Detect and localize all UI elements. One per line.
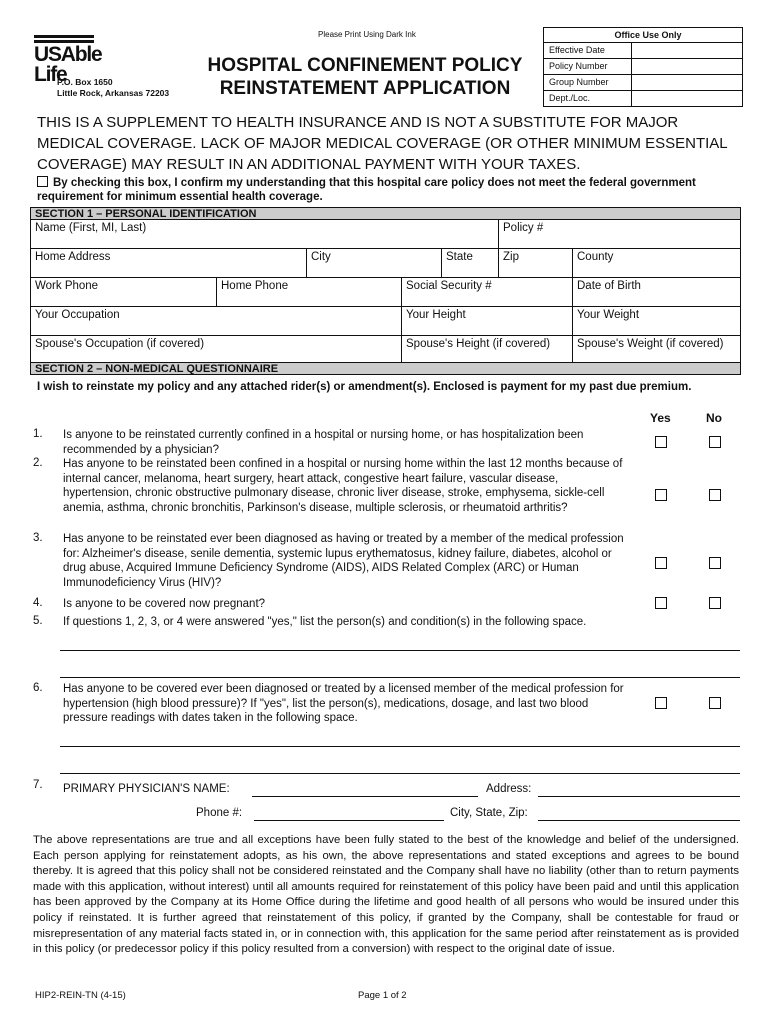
grid-row-occupation <box>31 307 740 336</box>
section-2-heading: SECTION 2 – NON-MEDICAL QUESTIONNAIRE <box>30 362 741 375</box>
county-field[interactable]: County <box>572 249 740 277</box>
title-line-1: HOSPITAL CONFINEMENT POLICY <box>207 55 523 76</box>
form-title <box>190 54 540 100</box>
no-column-label: No <box>706 411 722 425</box>
grid-row-address <box>31 249 740 278</box>
dob-field[interactable]: Date of Birth <box>572 278 740 306</box>
form-code: HIP2-REIN-TN (4-15) <box>35 990 126 1001</box>
section-1-heading: SECTION 1 – PERSONAL IDENTIFICATION <box>30 207 741 220</box>
address-line-1: P.O. Box 1650 <box>57 77 113 87</box>
q1-yes-checkbox[interactable] <box>655 436 667 448</box>
question-1-text: Is anyone to be reinstated currently confined in a hospital or nursing home, or has hospitalization been recommended by a physician? <box>63 429 584 456</box>
q6-answer-line-1[interactable] <box>60 746 740 747</box>
occupation-field[interactable]: Your Occupation <box>35 309 120 321</box>
ssn-field[interactable]: Social Security # <box>401 278 572 306</box>
q1-no-checkbox[interactable] <box>709 436 721 448</box>
supplement-warning: THIS IS A SUPPLEMENT TO HEALTH INSURANCE AND IS NOT A SUBSTITUTE FOR MAJOR MEDICAL COVERAGE. LACK OF MAJOR MEDICAL COVERAGE (OR OTHER MINIMUM ESSENTIAL COVERAGE) MAY RESULT IN AN ADDITIONAL PAYMENT WITH YOUR TAXES. <box>37 114 728 173</box>
spouse-height-field[interactable]: Spouse's Height (if covered) <box>401 336 572 364</box>
company-address <box>57 77 169 99</box>
physician-address-label: Address: <box>486 783 532 795</box>
office-use-box <box>543 27 743 107</box>
name-field[interactable]: Name (First, MI, Last) <box>35 222 147 234</box>
grid-row-phone <box>31 278 740 307</box>
spouse-weight-field[interactable]: Spouse's Weight (if covered) <box>572 336 740 364</box>
physician-phone-label: Phone #: <box>196 807 243 819</box>
office-row-group-number[interactable]: Group Number <box>544 75 742 91</box>
question-5-text: If questions 1, 2, 3, or 4 were answered "yes," list the person(s) and condition(s) in the following space. <box>63 616 587 628</box>
q2-no-checkbox[interactable] <box>709 489 721 501</box>
q6-answer-line-2[interactable] <box>60 773 740 774</box>
question-number: 4. <box>33 597 43 609</box>
q5-answer-line-2[interactable] <box>60 677 740 678</box>
office-row-dept-loc[interactable]: Dept./Loc. <box>544 91 742 106</box>
question-3-text: Has anyone to be reinstated ever been diagnosed as having or treated by a member of the medical profession for: Alzheimer's disease, senile dementia, systemic lupus erythematosus, kidney failure, diabetes, alcohol or drug abuse, Acquired Immune Deficiency Syndrome (AIDS), AIDS Related Complex (ARC) or Human Immunodeficiency Virus (HIV)? <box>63 533 624 589</box>
work-phone-field[interactable]: Work Phone <box>35 280 99 292</box>
question-number: 7. <box>33 779 43 791</box>
grid-row-name <box>31 220 740 249</box>
q3-yes-checkbox[interactable] <box>655 557 667 569</box>
q3-no-checkbox[interactable] <box>709 557 721 569</box>
city-field[interactable]: City <box>306 249 441 277</box>
logo-bar <box>34 35 94 38</box>
yes-column-label: Yes <box>650 411 671 425</box>
office-row-policy-number[interactable]: Policy Number <box>544 59 742 75</box>
page-number: Page 1 of 2 <box>358 990 407 1001</box>
reinstate-intro: I wish to reinstate my policy and any attached rider(s) or amendment(s). Enclosed is payment for my past due premium. <box>37 381 692 393</box>
office-use-heading: Office Use Only <box>544 28 742 43</box>
state-field[interactable]: State <box>441 249 498 277</box>
question-2-text: Has anyone to be reinstated been confined in a hospital or nursing home within the last 12 months because of internal cancer, melanoma, heart surgery, heart attack, congestive heart failure, vascular disease, hypertension, chronic obstructive pulmonary disease, chronic liver disease, stroke, emphysema, sickle-cell anemia, asthma, chronic bronchitis, Parkinson's disease, multiple sclerosis, or rheumatoid arthritis? <box>63 458 623 514</box>
title-line-2: REINSTATEMENT APPLICATION <box>219 78 511 99</box>
q4-no-checkbox[interactable] <box>709 597 721 609</box>
q6-no-checkbox[interactable] <box>709 697 721 709</box>
question-4-text: Is anyone to be covered now pregnant? <box>63 598 266 610</box>
policy-number-field[interactable]: Policy # <box>498 220 740 248</box>
address-line-2: Little Rock, Arkansas 72203 <box>57 88 170 98</box>
physician-name-input[interactable] <box>252 782 478 797</box>
question-number: 2. <box>33 457 43 469</box>
weight-field[interactable]: Your Weight <box>572 307 740 335</box>
grid-row-spouse <box>31 336 740 364</box>
q5-answer-line-1[interactable] <box>60 650 740 651</box>
q4-yes-checkbox[interactable] <box>655 597 667 609</box>
height-field[interactable]: Your Height <box>401 307 572 335</box>
home-phone-field[interactable]: Home Phone <box>216 278 401 306</box>
q6-yes-checkbox[interactable] <box>655 697 667 709</box>
physician-address-input[interactable] <box>538 782 740 797</box>
confirm-statement <box>37 176 737 204</box>
confirm-checkbox[interactable] <box>37 176 48 187</box>
home-address-field[interactable]: Home Address <box>35 251 111 263</box>
confirm-text: By checking this box, I confirm my understanding that this hospital care policy does not meet the federal government requirement for minimum essential health coverage. <box>37 177 696 203</box>
office-row-effective-date[interactable]: Effective Date <box>544 43 742 59</box>
physician-phone-input[interactable] <box>254 806 444 821</box>
personal-id-grid <box>30 220 741 364</box>
question-6-text: Has anyone to be covered ever been diagnosed or treated by a licensed member of the medical profession for hypertension (high blood pressure)? If "yes", list the person(s), medications, dosage, and last two blood pressure readings with dates taken in the following space. <box>63 683 624 725</box>
spouse-occupation-field[interactable]: Spouse's Occupation (if covered) <box>35 338 205 350</box>
q2-yes-checkbox[interactable] <box>655 489 667 501</box>
zip-field[interactable]: Zip <box>498 249 572 277</box>
print-instruction: Please Print Using Dark Ink <box>318 30 416 39</box>
question-number: 6. <box>33 682 43 694</box>
representation-paragraph: The above representations are true and all exceptions have been fully stated to the best of the knowledge and belief of the undersigned. Each person applying for reinstatement adopts, as his own, the above representations and stated exceptions and agrees to be bound thereby. It is agreed that this policy shall not be considered reinstated and the Company shall have no liability (other than to return payments made with this application, without interest) until all amounts required for reinstatement of this policy have been paid and until this application has been approved by the Company at its Home Office during the lifetime and good health of all persons who would be insured under this policy if reinstated. It is further agreed that reinstatement of this policy, if granted by the Company, shall be contestable for fraud or misrepresentation of any material facts stated in, or in connection with, this application for the same period after reinstatement as is provided in this policy (or predecessor policy if this policy resulted from a conversion) with respect to the original date of issue. <box>33 834 739 956</box>
logo-text: USAble Life <box>34 43 102 86</box>
physician-city-input[interactable] <box>538 806 740 821</box>
question-number: 1. <box>33 428 43 440</box>
question-number: 3. <box>33 532 43 544</box>
physician-name-label: PRIMARY PHYSICIAN'S NAME: <box>63 783 230 795</box>
physician-city-label: City, State, Zip: <box>450 807 528 819</box>
question-number: 5. <box>33 615 43 627</box>
